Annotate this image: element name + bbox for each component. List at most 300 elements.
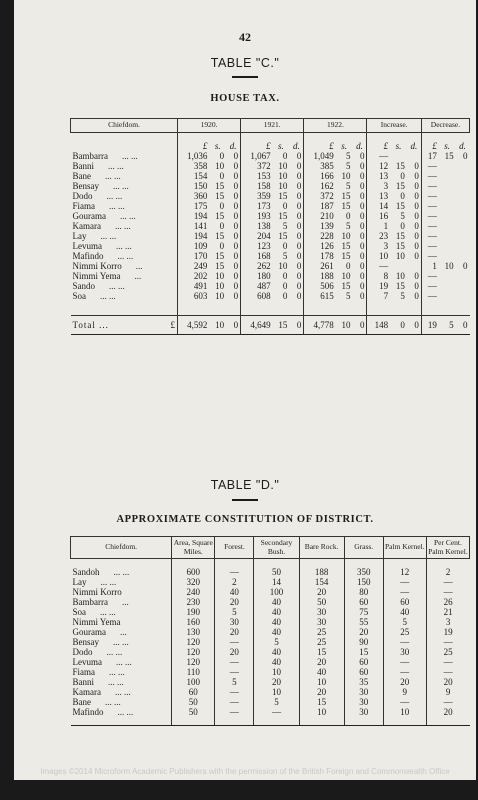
total-amount-cell: 0: [390, 315, 407, 334]
amount-cell: [439, 241, 456, 251]
spacer-cell: [273, 301, 290, 316]
amount-cell: 15: [215, 190, 225, 201]
amount-cell: 262: [241, 261, 273, 271]
amount-cell: 15: [215, 210, 225, 221]
leader-dots: ... ...: [114, 220, 131, 231]
bare_rock-cell: 15: [299, 647, 344, 657]
chiefdom-name: Sando: [72, 280, 95, 291]
total-pound-sign: £: [170, 319, 175, 330]
amount-cell: 0: [233, 150, 239, 161]
amount-cell: 17: [421, 151, 438, 161]
amount-cell: 162: [304, 181, 336, 191]
total-amount-cell: 19: [421, 315, 438, 334]
amount-cell: 168: [241, 251, 273, 261]
amount-cell: 603: [178, 291, 210, 301]
forest-cell: —: [215, 687, 254, 697]
grass-cell: 30: [344, 707, 383, 717]
amount-cell: 1: [421, 261, 438, 271]
area-cell: 50: [172, 697, 215, 707]
total-amount-cell: 15: [273, 315, 290, 334]
amount-cell: 0: [359, 210, 365, 221]
amount-cell: 0: [400, 220, 405, 231]
spacer-cell: [178, 301, 210, 316]
pct-cell: —: [426, 667, 469, 677]
amount-cell: 0: [359, 170, 365, 181]
total-amount-cell: 148: [367, 315, 390, 334]
spacer-cell: [390, 301, 407, 316]
grass-cell: 350: [344, 567, 383, 577]
amount-cell: 0: [282, 280, 288, 291]
total-label: Total ...: [72, 319, 109, 330]
chiefdom-cell: [71, 211, 178, 221]
amount-cell: 10: [341, 170, 351, 181]
amount-cell: 358: [178, 161, 210, 171]
total-amount-cell: 0: [352, 315, 367, 334]
leader-dots: ...: [134, 270, 142, 281]
palm-cell: 9: [383, 687, 426, 697]
total-amount-cell: 4,778: [304, 315, 336, 334]
amount-cell: 10: [215, 290, 225, 301]
spacer-cell: [367, 301, 390, 316]
amount-cell: —: [421, 181, 438, 191]
secondary-cell: 40: [254, 627, 299, 637]
table-row: [71, 587, 470, 597]
amount-cell: [390, 261, 407, 271]
amount-cell: 139: [304, 221, 336, 231]
amount-cell: 10: [341, 230, 351, 241]
spacer-cell: [209, 301, 226, 316]
table-row: [71, 261, 470, 271]
unit-label-pence: d.: [410, 140, 418, 151]
amount-cell: 0: [219, 220, 225, 231]
leader-dots: ... ...: [105, 697, 121, 707]
amount-cell: 0: [345, 260, 351, 271]
amount-cell: 10: [395, 270, 405, 281]
leader-dots: ... ...: [116, 240, 132, 251]
area-cell: 600: [172, 567, 215, 577]
total-amount-cell: 4,649: [241, 315, 273, 334]
spacer-cell: [336, 301, 353, 316]
amount-cell: —: [421, 281, 438, 291]
amount-cell: 5: [400, 290, 405, 301]
amount-cell: 0: [414, 240, 419, 251]
palm-cell: —: [383, 577, 426, 587]
chiefdom-cell: [71, 281, 178, 291]
amount-cell: 188: [304, 271, 336, 281]
pct-cell: 20: [426, 707, 469, 717]
total-amount-cell: 10: [336, 315, 353, 334]
secondary-cell: 100: [254, 587, 299, 597]
table-row: [71, 211, 470, 221]
leader-dots: ... ...: [109, 667, 125, 677]
amount-cell: 0: [296, 180, 302, 191]
amount-cell: 178: [304, 251, 336, 261]
amount-cell: 0: [414, 160, 419, 171]
header-1922: 1922.: [304, 119, 367, 133]
amount-cell: 0: [233, 250, 239, 261]
chiefdom-cell: [71, 151, 178, 161]
amount-cell: 1,036: [178, 151, 210, 161]
amount-cell: 0: [233, 280, 239, 291]
chiefdom-name: Gourama: [72, 627, 106, 637]
amount-cell: —: [421, 161, 438, 171]
chiefdom-cell: [71, 687, 172, 697]
leader-dots: ...: [120, 627, 127, 637]
chiefdom-name: Bane: [72, 170, 91, 181]
pct-cell: 21: [426, 607, 469, 617]
amount-cell: 0: [400, 170, 405, 181]
amount-cell: 15: [215, 260, 225, 271]
table-row: [71, 241, 470, 251]
table-row: [71, 271, 470, 281]
amount-cell: —: [421, 201, 438, 211]
spacer-cell: [241, 301, 273, 316]
amount-cell: [456, 241, 470, 251]
amount-cell: 10: [395, 250, 405, 261]
amount-cell: [456, 271, 470, 281]
amount-cell: 0: [359, 260, 365, 271]
amount-cell: 15: [278, 210, 288, 221]
leader-dots: ... ...: [100, 290, 116, 301]
chiefdom-cell: [71, 201, 178, 211]
amount-cell: 15: [395, 240, 405, 251]
amount-cell: 10: [341, 270, 351, 281]
amount-cell: —: [421, 211, 438, 221]
amount-cell: 0: [282, 240, 288, 251]
pct-cell: —: [426, 587, 469, 597]
amount-cell: 153: [241, 171, 273, 181]
unit-label-pence: d.: [459, 140, 466, 151]
chiefdom-cell: [71, 577, 172, 587]
palm-cell: —: [383, 657, 426, 667]
spacer-cell: [299, 717, 344, 726]
leader-dots: ... ...: [100, 577, 117, 587]
amount-cell: 173: [241, 201, 273, 211]
forest-cell: —: [215, 567, 254, 577]
amount-cell: 10: [215, 270, 225, 281]
amount-cell: [439, 271, 456, 281]
amount-cell: 175: [178, 201, 210, 211]
grass-cell: 75: [344, 607, 383, 617]
amount-cell: [456, 211, 470, 221]
spacer-cell: [407, 301, 422, 316]
leader-dots: ... ...: [109, 280, 125, 291]
amount-cell: [407, 151, 422, 161]
total-amount-cell: 0: [289, 315, 304, 334]
table-row: [71, 617, 470, 627]
amount-cell: 15: [444, 150, 454, 161]
forest-cell: —: [215, 667, 254, 677]
amount-cell: 0: [414, 230, 419, 241]
amount-cell: [439, 171, 456, 181]
secondary-cell: 40: [254, 657, 299, 667]
amount-cell: 0: [219, 240, 225, 251]
chiefdom-cell: [71, 607, 172, 617]
amount-cell: 487: [241, 281, 273, 291]
secondary-cell: 50: [254, 567, 299, 577]
spacer-cell: [215, 717, 254, 726]
amount-cell: 0: [414, 190, 419, 201]
amount-cell: [456, 281, 470, 291]
chiefdom-cell: [71, 627, 172, 637]
amount-cell: 0: [359, 280, 365, 291]
table-row: [71, 251, 470, 261]
table-row: [71, 597, 470, 607]
chiefdom-name: Fiama: [72, 667, 95, 677]
header-area: Area, Square Miles.: [172, 537, 215, 559]
amount-cell: 15: [395, 230, 405, 241]
palm-cell: 20: [383, 677, 426, 687]
total-row: [71, 315, 470, 334]
amount-cell: —: [367, 261, 390, 271]
amount-cell: 1,049: [304, 151, 336, 161]
secondary-cell: 40: [254, 647, 299, 657]
bare_rock-cell: 20: [299, 687, 344, 697]
amount-cell: 19: [367, 281, 390, 291]
amount-cell: 15: [215, 250, 225, 261]
amount-cell: 210: [304, 211, 336, 221]
unit-label-pence: d.: [356, 140, 363, 151]
amount-cell: 15: [215, 230, 225, 241]
spacer-cell: [289, 301, 304, 316]
amount-cell: [439, 181, 456, 191]
table-row: [71, 607, 470, 617]
forest-cell: 2: [215, 577, 254, 587]
area-cell: 320: [172, 577, 215, 587]
amount-cell: 0: [219, 200, 225, 211]
unit-label-shilling: s.: [341, 140, 347, 151]
table-row: [71, 181, 470, 191]
table-row: [71, 657, 470, 667]
leader-dots: ... ...: [106, 647, 123, 657]
bare_rock-cell: 10: [299, 707, 344, 717]
units-row: [71, 132, 470, 151]
chiefdom-name: Soa: [72, 290, 86, 301]
amount-cell: 123: [241, 241, 273, 251]
area-cell: 160: [172, 617, 215, 627]
amount-cell: 0: [400, 190, 405, 201]
secondary-cell: 10: [254, 667, 299, 677]
chiefdom-cell: [71, 241, 178, 251]
header-palm-kernel: Palm Kernel.: [383, 537, 426, 559]
spacer-cell: [71, 301, 178, 316]
table-row: [71, 281, 470, 291]
spacer-cell: [383, 559, 426, 568]
chiefdom-cell: [71, 587, 172, 597]
spacer-cell: [172, 559, 215, 568]
amount-cell: [439, 211, 456, 221]
amount-cell: 10: [367, 251, 390, 261]
amount-cell: 0: [414, 220, 419, 231]
forest-cell: —: [215, 637, 254, 647]
header-secondary-bush: Secondary Bush.: [254, 537, 299, 559]
amount-cell: 15: [341, 280, 351, 291]
spacer-cell: [344, 559, 383, 568]
amount-cell: 15: [395, 180, 405, 191]
bare_rock-cell: 188: [299, 567, 344, 577]
amount-cell: 0: [233, 210, 239, 221]
amount-cell: 5: [345, 220, 351, 231]
page-number: 42: [239, 30, 251, 44]
total-amount-cell: 5: [439, 315, 456, 334]
chiefdom-name: Nimmi Korro: [72, 260, 122, 271]
palm-cell: 60: [383, 597, 426, 607]
amount-cell: 13: [367, 191, 390, 201]
leader-dots: ... ...: [120, 210, 136, 221]
chiefdom-cell: [71, 271, 178, 281]
palm-cell: 12: [383, 567, 426, 577]
spacer-cell: [426, 559, 469, 568]
amount-cell: 0: [219, 150, 225, 161]
chiefdom-cell: [71, 191, 178, 201]
amount-cell: 15: [341, 250, 351, 261]
amount-cell: 194: [178, 211, 210, 221]
chiefdom-name: Lay: [72, 577, 87, 587]
bare_rock-cell: 30: [299, 607, 344, 617]
bare_rock-cell: 20: [299, 657, 344, 667]
amount-cell: 0: [414, 210, 419, 221]
amount-cell: 385: [304, 161, 336, 171]
bare_rock-cell: 40: [299, 667, 344, 677]
amount-cell: 0: [296, 240, 302, 251]
area-cell: 120: [172, 647, 215, 657]
amount-cell: 1: [367, 221, 390, 231]
table-row: [71, 647, 470, 657]
palm-cell: 5: [383, 617, 426, 627]
amount-cell: 0: [282, 290, 288, 301]
spacer-cell: [172, 717, 215, 726]
chiefdom-name: Kamara: [72, 220, 101, 231]
document-page: [14, 0, 476, 780]
header-decrease: Decrease.: [421, 119, 469, 133]
amount-cell: 0: [233, 240, 239, 251]
grass-cell: 90: [344, 637, 383, 647]
chiefdom-name: Dodo: [72, 647, 93, 657]
chiefdom-name: Bensay: [72, 180, 99, 191]
total-amount-cell: 0: [226, 315, 241, 334]
spacer-cell: [304, 301, 336, 316]
amount-cell: 8: [367, 271, 390, 281]
amount-cell: —: [421, 191, 438, 201]
pct-cell: —: [426, 697, 469, 707]
pct-cell: 25: [426, 647, 469, 657]
amount-cell: 16: [367, 211, 390, 221]
chiefdom-name: Bensay: [72, 637, 99, 647]
amount-cell: 5: [282, 250, 288, 261]
chiefdom-cell: [71, 171, 178, 181]
chiefdom-name: Mafindo: [72, 250, 104, 261]
amount-cell: 3: [367, 181, 390, 191]
amount-cell: 23: [367, 231, 390, 241]
chiefdom-cell: [71, 181, 178, 191]
total-amount-cell: 4,592: [178, 315, 210, 334]
leader-dots: ... ...: [109, 200, 125, 211]
amount-cell: 249: [178, 261, 210, 271]
table-row: [71, 161, 470, 171]
secondary-cell: 5: [254, 697, 299, 707]
table-row: [71, 637, 470, 647]
pct-cell: 26: [426, 597, 469, 607]
header-1921: 1921.: [241, 119, 304, 133]
amount-cell: 15: [341, 190, 351, 201]
amount-cell: 15: [341, 240, 351, 251]
constitution-table: [70, 536, 470, 726]
spacer-cell: [254, 559, 299, 568]
chiefdom-cell: [71, 647, 172, 657]
table-row: [71, 567, 470, 577]
chiefdom-cell: [71, 637, 172, 647]
amount-cell: 138: [241, 221, 273, 231]
amount-cell: 15: [278, 190, 288, 201]
amount-cell: 15: [395, 160, 405, 171]
forest-cell: —: [215, 657, 254, 667]
chiefdom-name: Dodo: [72, 190, 93, 201]
amount-cell: 3: [367, 241, 390, 251]
table-row: [71, 231, 470, 241]
table-row: [71, 707, 470, 717]
amount-cell: [456, 231, 470, 241]
amount-cell: 194: [178, 231, 210, 241]
grass-cell: 60: [344, 667, 383, 677]
amount-cell: 1,067: [241, 151, 273, 161]
amount-cell: 0: [414, 250, 419, 261]
amount-cell: 150: [178, 181, 210, 191]
chiefdom-name: Levuma: [72, 240, 102, 251]
forest-cell: 5: [215, 677, 254, 687]
leader-dots: ... ...: [114, 687, 131, 697]
spacer-cell: [226, 301, 241, 316]
bare_rock-cell: 15: [299, 697, 344, 707]
grass-cell: 60: [344, 657, 383, 667]
table-d-subtitle: APPROXIMATE CONSTITUTION OF DISTRICT.: [116, 514, 374, 525]
table-row: [71, 291, 470, 301]
amount-cell: 0: [414, 180, 419, 191]
pct-cell: —: [426, 657, 469, 667]
secondary-cell: —: [254, 707, 299, 717]
amount-cell: —: [421, 251, 438, 261]
amount-cell: 10: [215, 160, 225, 171]
chiefdom-cell: [71, 597, 172, 607]
secondary-cell: 14: [254, 577, 299, 587]
title-rule: [232, 499, 258, 501]
amount-cell: 5: [400, 210, 405, 221]
leader-dots: ...: [121, 597, 129, 607]
amount-cell: 0: [359, 250, 365, 261]
amount-cell: 10: [278, 170, 288, 181]
amount-cell: [439, 231, 456, 241]
amount-cell: 15: [278, 230, 288, 241]
chiefdom-cell: [71, 707, 172, 717]
grass-cell: 30: [344, 697, 383, 707]
amount-cell: 0: [296, 280, 302, 291]
amount-cell: 0: [359, 270, 365, 281]
amount-cell: 360: [178, 191, 210, 201]
amount-cell: 166: [304, 171, 336, 181]
amount-cell: 193: [241, 211, 273, 221]
unit-label-pence: d.: [292, 140, 300, 151]
pct-cell: —: [426, 577, 469, 587]
amount-cell: [439, 291, 456, 301]
unit-label-pence: d.: [229, 140, 237, 151]
leader-dots: ... ...: [116, 657, 132, 667]
pct-cell: 3: [426, 617, 469, 627]
amount-cell: [407, 261, 422, 271]
area-cell: 240: [172, 587, 215, 597]
palm-cell: —: [383, 667, 426, 677]
chiefdom-cell: [71, 567, 172, 577]
amount-cell: 7: [367, 291, 390, 301]
total-amount-cell: 0: [407, 315, 422, 334]
